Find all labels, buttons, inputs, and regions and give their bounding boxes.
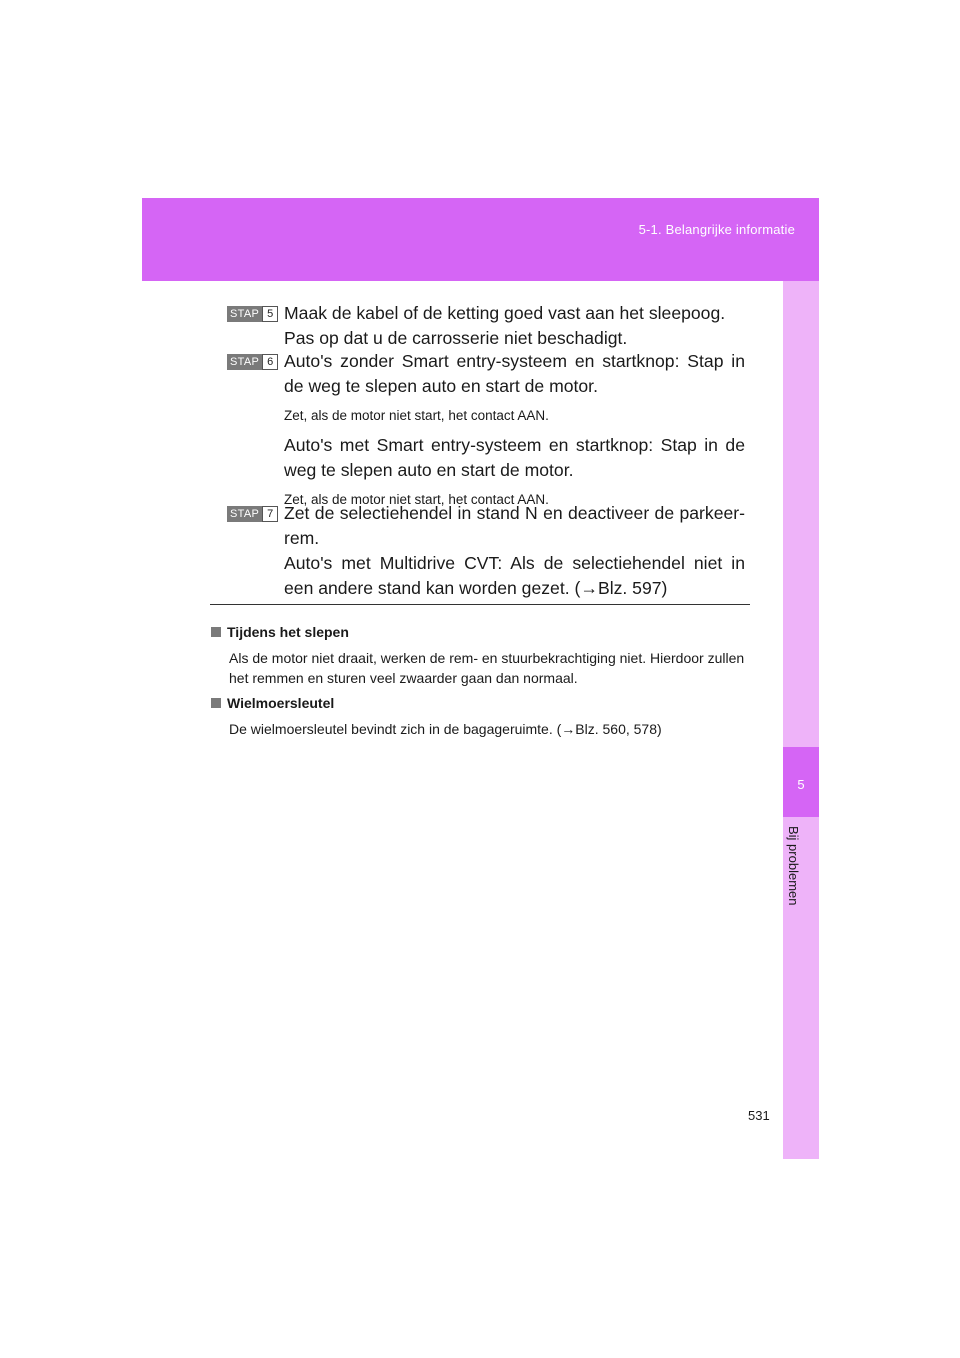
step-badge-label: STAP <box>227 306 262 322</box>
step-badge-label: STAP <box>227 506 262 522</box>
step-5-line2: Pas op dat u de carrosserie niet beschadigt. <box>284 328 628 348</box>
step-6-text2: Auto's met Smart entry-systeem en startknop: Stap in de weg te slepen auto en start de motor. <box>284 435 745 480</box>
step-7 <box>284 501 745 601</box>
note-title: Tijdens het slepen <box>227 624 349 640</box>
step-5 <box>284 301 745 351</box>
step-7-text1: Zet de selectiehendel in stand N en deactiveer de parkeer-rem. <box>284 503 745 548</box>
step-badge-number: 6 <box>262 354 278 370</box>
step-6-badge <box>227 354 278 370</box>
step-6-text1: Auto's zonder Smart entry-systeem en startknop: Stap in de weg te slepen auto en start de motor. <box>284 351 745 396</box>
step-6 <box>284 349 745 517</box>
step-7-text2: Auto's met Multidrive CVT: Als de selectiehendel niet in een andere stand kan worden gezet. (→Blz. 597) <box>284 553 745 598</box>
note-body: Als de motor niet draait, werken de rem- en stuurbekrachtiging niet. Hierdoor zullen het remmen en sturen veel zwaarder gaan dan normaal. <box>229 650 745 686</box>
step-badge-label: STAP <box>227 354 262 370</box>
header-band <box>142 198 819 281</box>
step-5-line1: Maak de kabel of de ketting goed vast aan het sleepoog. <box>284 303 726 323</box>
chapter-number-box <box>783 747 819 817</box>
bullet-square-icon <box>211 698 221 708</box>
step-badge-number: 5 <box>262 306 278 322</box>
divider <box>210 604 750 605</box>
step-6-note1: Zet, als de motor niet start, het contact AAN. <box>284 408 549 423</box>
note-body: De wielmoersleutel bevindt zich in de bagageruimte. (→Blz. 560, 578) <box>229 721 662 737</box>
chapter-name: Bij problemen <box>786 826 801 906</box>
step-5-badge <box>227 306 278 322</box>
note-wheel-wrench <box>211 694 751 739</box>
note-title: Wielmoersleutel <box>227 695 335 711</box>
note-heading <box>211 623 751 641</box>
chapter-side-tab[interactable] <box>783 281 819 1159</box>
bullet-square-icon <box>211 627 221 637</box>
step-badge-number: 7 <box>262 506 278 522</box>
section-title: 5-1. Belangrijke informatie <box>638 222 795 237</box>
step-6-note2: Zet, als de motor niet start, het contact AAN. <box>284 492 549 507</box>
note-heading <box>211 694 751 712</box>
page-number: 531 <box>748 1108 770 1123</box>
note-towing <box>211 623 751 688</box>
chapter-number: 5 <box>797 777 805 792</box>
step-7-badge <box>227 506 278 522</box>
